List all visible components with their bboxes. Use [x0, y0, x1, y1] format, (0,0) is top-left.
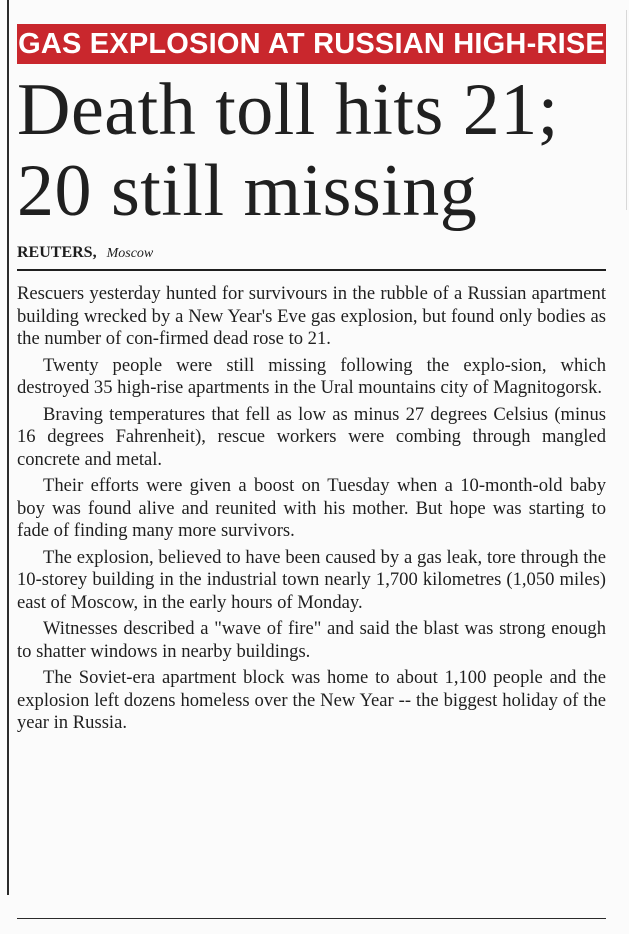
headline	[17, 70, 617, 232]
left-column-rule	[7, 0, 9, 895]
article-paragraph-1: Rescuers yesterday hunted for survivours in the rubble of a Russian apartment building wrecked by a New Year's Eve gas explosion, but found only bodies as the number of con-firmed dead rose to 21.	[17, 283, 606, 349]
article-paragraph-5: The explosion, believed to have been caused by a gas leak, tore through the 10-storey building in the industrial town nearly 1,700 kilometres (1,050 miles) east of Moscow, in the early hours of Monday.	[17, 546, 606, 613]
article-paragraph-4: Their efforts were given a boost on Tuesday when a 10-month-old baby boy was found alive and reunited with his mother. But hope was starting to fade of finding many more survivors.	[17, 475, 606, 541]
headline-line-1: Death toll hits 21;	[17, 69, 559, 151]
article-paragraph-7: The Soviet-era apartment block was home to about 1,100 people and the explosion left dozens homeless over the New Year -- the biggest holiday of the year in Russia.	[17, 667, 606, 733]
news-agency: REUTERS,	[17, 244, 97, 261]
section-kicker: GAS EXPLOSION AT RUSSIAN HIGH-RISE	[17, 24, 606, 64]
right-edge-rule	[626, 10, 627, 210]
article-paragraph-6: Witnesses described a "wave of fire" and said the blast was strong enough to shatter windows in nearby buildings.	[17, 618, 606, 662]
byline	[17, 244, 153, 262]
article-body	[17, 283, 606, 739]
article-paragraph-2: Twenty people were still missing following the explo-sion, which destroyed 35 high-rise apartments in the Ural mountains city of Magnitogorsk.	[17, 354, 606, 398]
bottom-divider	[17, 918, 606, 919]
headline-line-2: 20 still missing	[17, 150, 478, 232]
dateline-location: Moscow	[106, 246, 154, 261]
article-paragraph-3: Braving temperatures that fell as low as minus 27 degrees Celsius (minus 16 degrees Fahrenheit), rescue workers were combing through mangled concrete and metal.	[17, 403, 606, 470]
byline-divider	[17, 269, 606, 271]
